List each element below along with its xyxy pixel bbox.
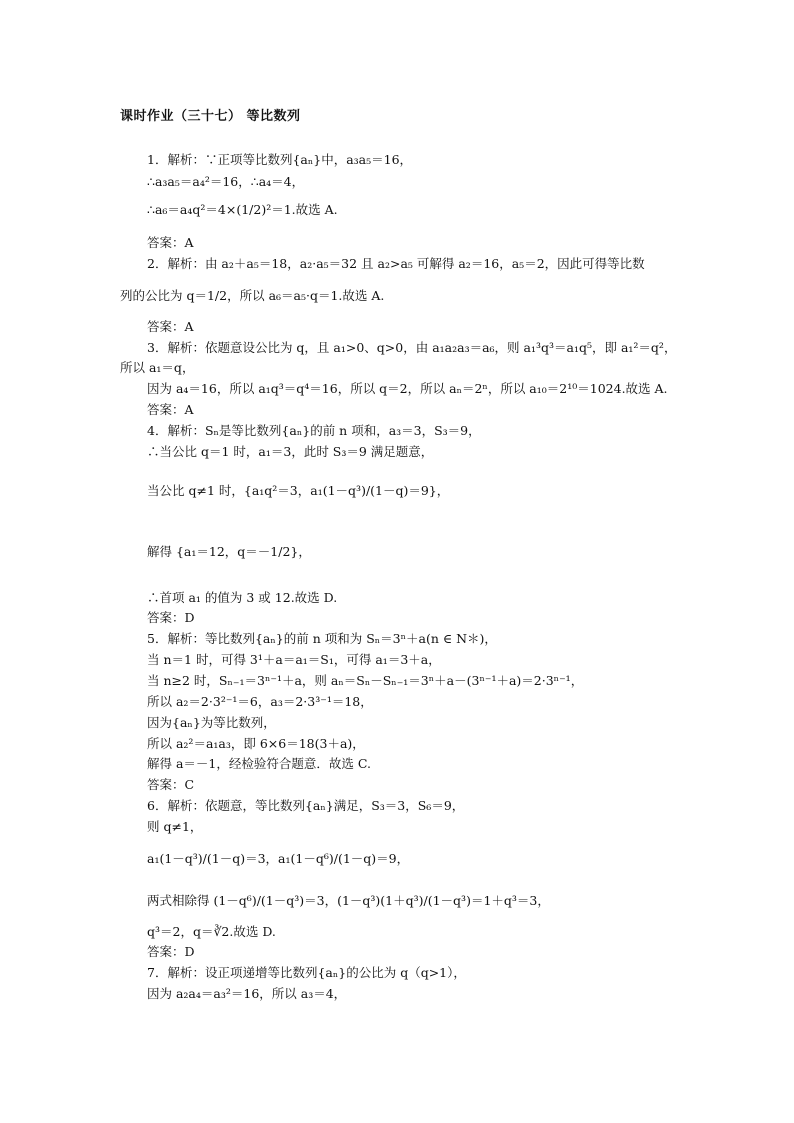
- text-line: 所以 a₂²＝a₁a₃，即 6×6＝18(3＋a)，: [147, 736, 365, 751]
- answer-line: 答案：A: [147, 319, 194, 334]
- text-line: 则 q≠1，: [147, 819, 203, 834]
- text-line: 因为{aₙ}为等比数列，: [147, 715, 276, 730]
- text-line: 所以 a₂＝2·3²⁻¹＝6，a₃＝2·3³⁻¹＝18，: [147, 694, 373, 709]
- document-title: 课时作业（三十七） 等比数列: [120, 109, 301, 124]
- text-line: 所以 a₁＝q，: [120, 360, 195, 375]
- text-line: q³＝2，q＝∛2.故选 D.: [147, 924, 276, 939]
- text-line: 5．解析：等比数列{aₙ}的前 n 项和为 Sₙ＝3ⁿ＋a(n ∈ N＊)，: [147, 631, 497, 646]
- answer-line: 答案：A: [147, 402, 194, 417]
- answer-line: 答案：C: [147, 777, 195, 792]
- text-line: 当 n≥2 时，Sₙ₋₁＝3ⁿ⁻¹＋a，则 aₙ＝Sₙ－Sₙ₋₁＝3ⁿ＋a－(3ⁿ⁻¹＋a)＝2·3ⁿ⁻¹，: [147, 673, 584, 688]
- text-line: 列的公比为 q＝1/2，所以 a₆＝a₅·q＝1.故选 A.: [120, 288, 385, 303]
- text-line: 两式相除得 (1－q⁶)/(1－q³)＝3，(1－q³)(1＋q³)/(1－q³)＝1＋q³＝3，: [147, 893, 550, 908]
- text-line: 当公比 q≠1 时，{a₁q²＝3，a₁(1－q³)/(1－q)＝9}，: [147, 483, 450, 498]
- text-line: 1．解析：∵正项等比数列{aₙ}中，a₃a₅＝16，: [147, 152, 413, 167]
- text-line: 当 n＝1 时，可得 3¹＋a＝a₁＝S₁，可得 a₁＝3＋a，: [147, 652, 441, 667]
- text-line: 因为 a₂a₄＝a₃²＝16，所以 a₃＝4，: [147, 986, 347, 1001]
- text-line: 因为 a₄＝16，所以 a₁q³＝q⁴＝16，所以 q＝2，所以 aₙ＝2ⁿ，所以 a₁₀＝2¹⁰＝1024.故选 A.: [147, 381, 668, 396]
- text-line: a₁(1－q³)/(1－q)＝3，a₁(1－q⁶)/(1－q)＝9，: [147, 851, 410, 866]
- text-line: 2．解析：由 a₂＋a₅＝18，a₂·a₅＝32 且 a₂>a₅ 可解得 a₂＝16，a₅＝2，因此可得等比数: [147, 256, 645, 271]
- text-line: 解得 {a₁＝12，q＝－1/2}，: [147, 544, 311, 559]
- text-line: 3．解析：依题意设公比为 q，且 a₁>0、q>0，由 a₁a₂a₃＝a₆，则 a₁³q³＝a₁q⁵，即 a₁²＝q²，: [147, 340, 677, 355]
- text-line: ∴a₆＝a₄q²＝4×(1/2)²＝1.故选 A.: [147, 202, 338, 217]
- answer-line: 答案：A: [147, 235, 194, 250]
- text-line: ∴首项 a₁ 的值为 3 或 12.故选 D.: [147, 590, 338, 605]
- text-line: 解得 a＝－1，经检验符合题意．故选 C.: [147, 756, 371, 771]
- text-line: 6．解析：依题意，等比数列{aₙ}满足，S₃＝3，S₆＝9，: [147, 798, 465, 813]
- answer-line: 答案：D: [147, 944, 195, 959]
- text-line: ∴当公比 q＝1 时，a₁＝3，此时 S₃＝9 满足题意，: [147, 444, 434, 459]
- text-line: ∴a₃a₅＝a₄²＝16，∴a₄＝4，: [147, 174, 305, 189]
- answer-line: 答案：D: [147, 610, 195, 625]
- text-line: 7．解析：设正项递增等比数列{aₙ}的公比为 q（q>1），: [147, 965, 466, 980]
- text-line: 4．解析：Sₙ是等比数列{aₙ}的前 n 项和，a₃＝3，S₃＝9，: [147, 423, 481, 438]
